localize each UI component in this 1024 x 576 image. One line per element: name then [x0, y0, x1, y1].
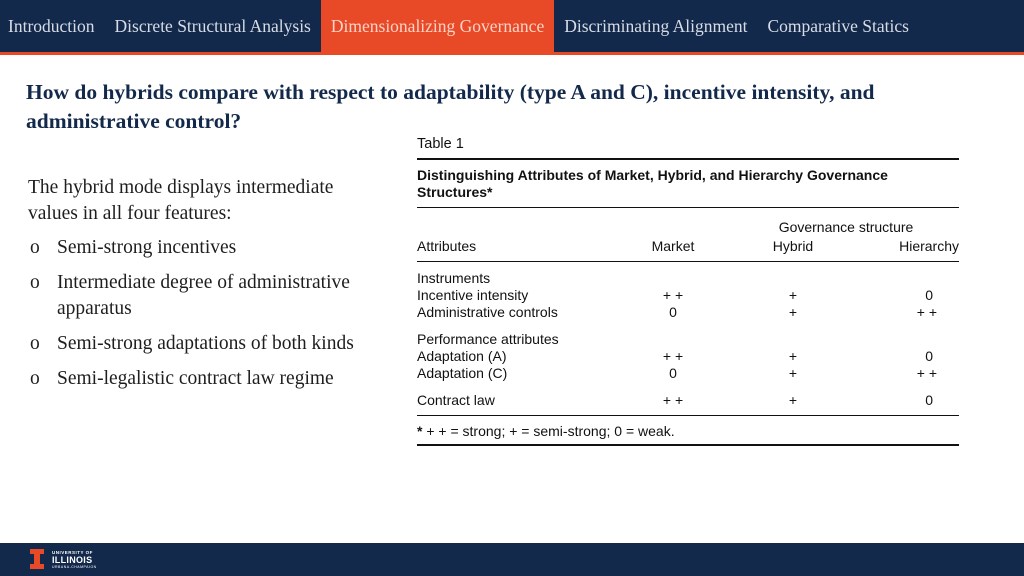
tab-comparative-statics[interactable]: Comparative Statics [767, 15, 909, 36]
slide-body [28, 175, 388, 401]
tab-dimensionalizing-governance[interactable]: Dimensionalizing Governance [321, 0, 554, 52]
list-item [28, 366, 388, 392]
bullet-text: Semi-legalistic contract law regime [57, 368, 334, 389]
table-row [417, 304, 959, 321]
cell-market: + + [662, 392, 684, 408]
cell-hierarchy: 0 [925, 348, 933, 364]
logo-tag-text: URBANA-CHAMPAIGN [52, 565, 97, 569]
list-item [28, 270, 388, 322]
table-heading: Distinguishing Attributes of Market, Hybrid, and Hierarchy Governance Structures* [417, 167, 888, 200]
cell-hierarchy: 0 [925, 392, 933, 408]
slide-title: How do hybrids compare with respect to adaptability (type A and C), incentive intensity, and administrative control? [26, 80, 875, 133]
column-header: Market [651, 238, 695, 254]
table-footnote [417, 416, 959, 444]
logo-wordmark: ILLINOIS [52, 555, 93, 565]
table-row [417, 382, 959, 415]
column-header-row [417, 238, 959, 261]
section-label: Performance attributes [417, 331, 559, 347]
cell-market: 0 [669, 365, 677, 381]
row-attribute: Incentive intensity [417, 287, 529, 303]
cell-hybrid: + [788, 348, 798, 364]
footer-bar [0, 543, 1024, 576]
intro-text: The hybrid mode displays intermediate values in all four features: [28, 177, 334, 224]
cell-market: + + [662, 348, 684, 364]
governance-table [417, 132, 959, 446]
column-header: Hierarchy [899, 238, 959, 254]
table-rule [417, 444, 959, 446]
logo-small-text: UNIVERSITY OF [52, 550, 93, 555]
bullet-text: Semi-strong adaptations of both kinds [57, 333, 354, 354]
bullet-marker-icon: o [30, 333, 40, 354]
bullet-marker-icon: o [30, 272, 40, 293]
illinois-block-i-icon [30, 549, 44, 569]
row-attribute: Adaptation (A) [417, 348, 507, 364]
footnote-mark: * [417, 423, 423, 439]
cell-market: + + [662, 287, 684, 303]
tab-discriminating-alignment[interactable]: Discriminating Alignment [564, 15, 748, 36]
group-header: Governance structure [778, 219, 914, 235]
cell-market: 0 [669, 304, 677, 320]
column-header: Hybrid [772, 238, 814, 254]
table-row [417, 321, 959, 348]
table-row [417, 348, 959, 365]
cell-hierarchy: + + [916, 304, 937, 320]
bullet-list [28, 235, 388, 392]
cell-hierarchy: + + [916, 365, 937, 381]
cell-hierarchy: 0 [925, 287, 933, 303]
list-item [28, 331, 388, 357]
table-row [417, 365, 959, 382]
footnote-text: + + = strong; + = semi-strong; 0 = weak. [426, 423, 675, 439]
cell-hybrid: + [788, 365, 798, 381]
section-label: Instruments [417, 270, 491, 286]
list-item [28, 235, 388, 261]
bullet-marker-icon: o [30, 237, 40, 258]
table-caption: Table 1 [417, 136, 464, 152]
row-attribute: Administrative controls [417, 304, 558, 320]
bullet-marker-icon: o [30, 368, 40, 389]
tab-discrete-structural-analysis[interactable]: Discrete Structural Analysis [114, 15, 311, 36]
table-row [417, 262, 959, 287]
tab-introduction[interactable]: Introduction [8, 15, 95, 36]
top-navigation [0, 0, 1024, 52]
row-attribute: Adaptation (C) [417, 365, 508, 381]
nav-accent-bar [0, 52, 1024, 55]
university-logo [52, 550, 97, 570]
bullet-text: Semi-strong incentives [57, 237, 237, 258]
row-attribute: Contract law [417, 392, 495, 408]
column-header: Attributes [417, 238, 477, 254]
cell-hybrid: + [788, 287, 798, 303]
cell-hybrid: + [788, 392, 798, 408]
bullet-text: Intermediate degree of administrative apparatus [57, 272, 350, 319]
table-row [417, 287, 959, 304]
group-header-row [417, 208, 959, 238]
cell-hybrid: + [788, 304, 798, 320]
